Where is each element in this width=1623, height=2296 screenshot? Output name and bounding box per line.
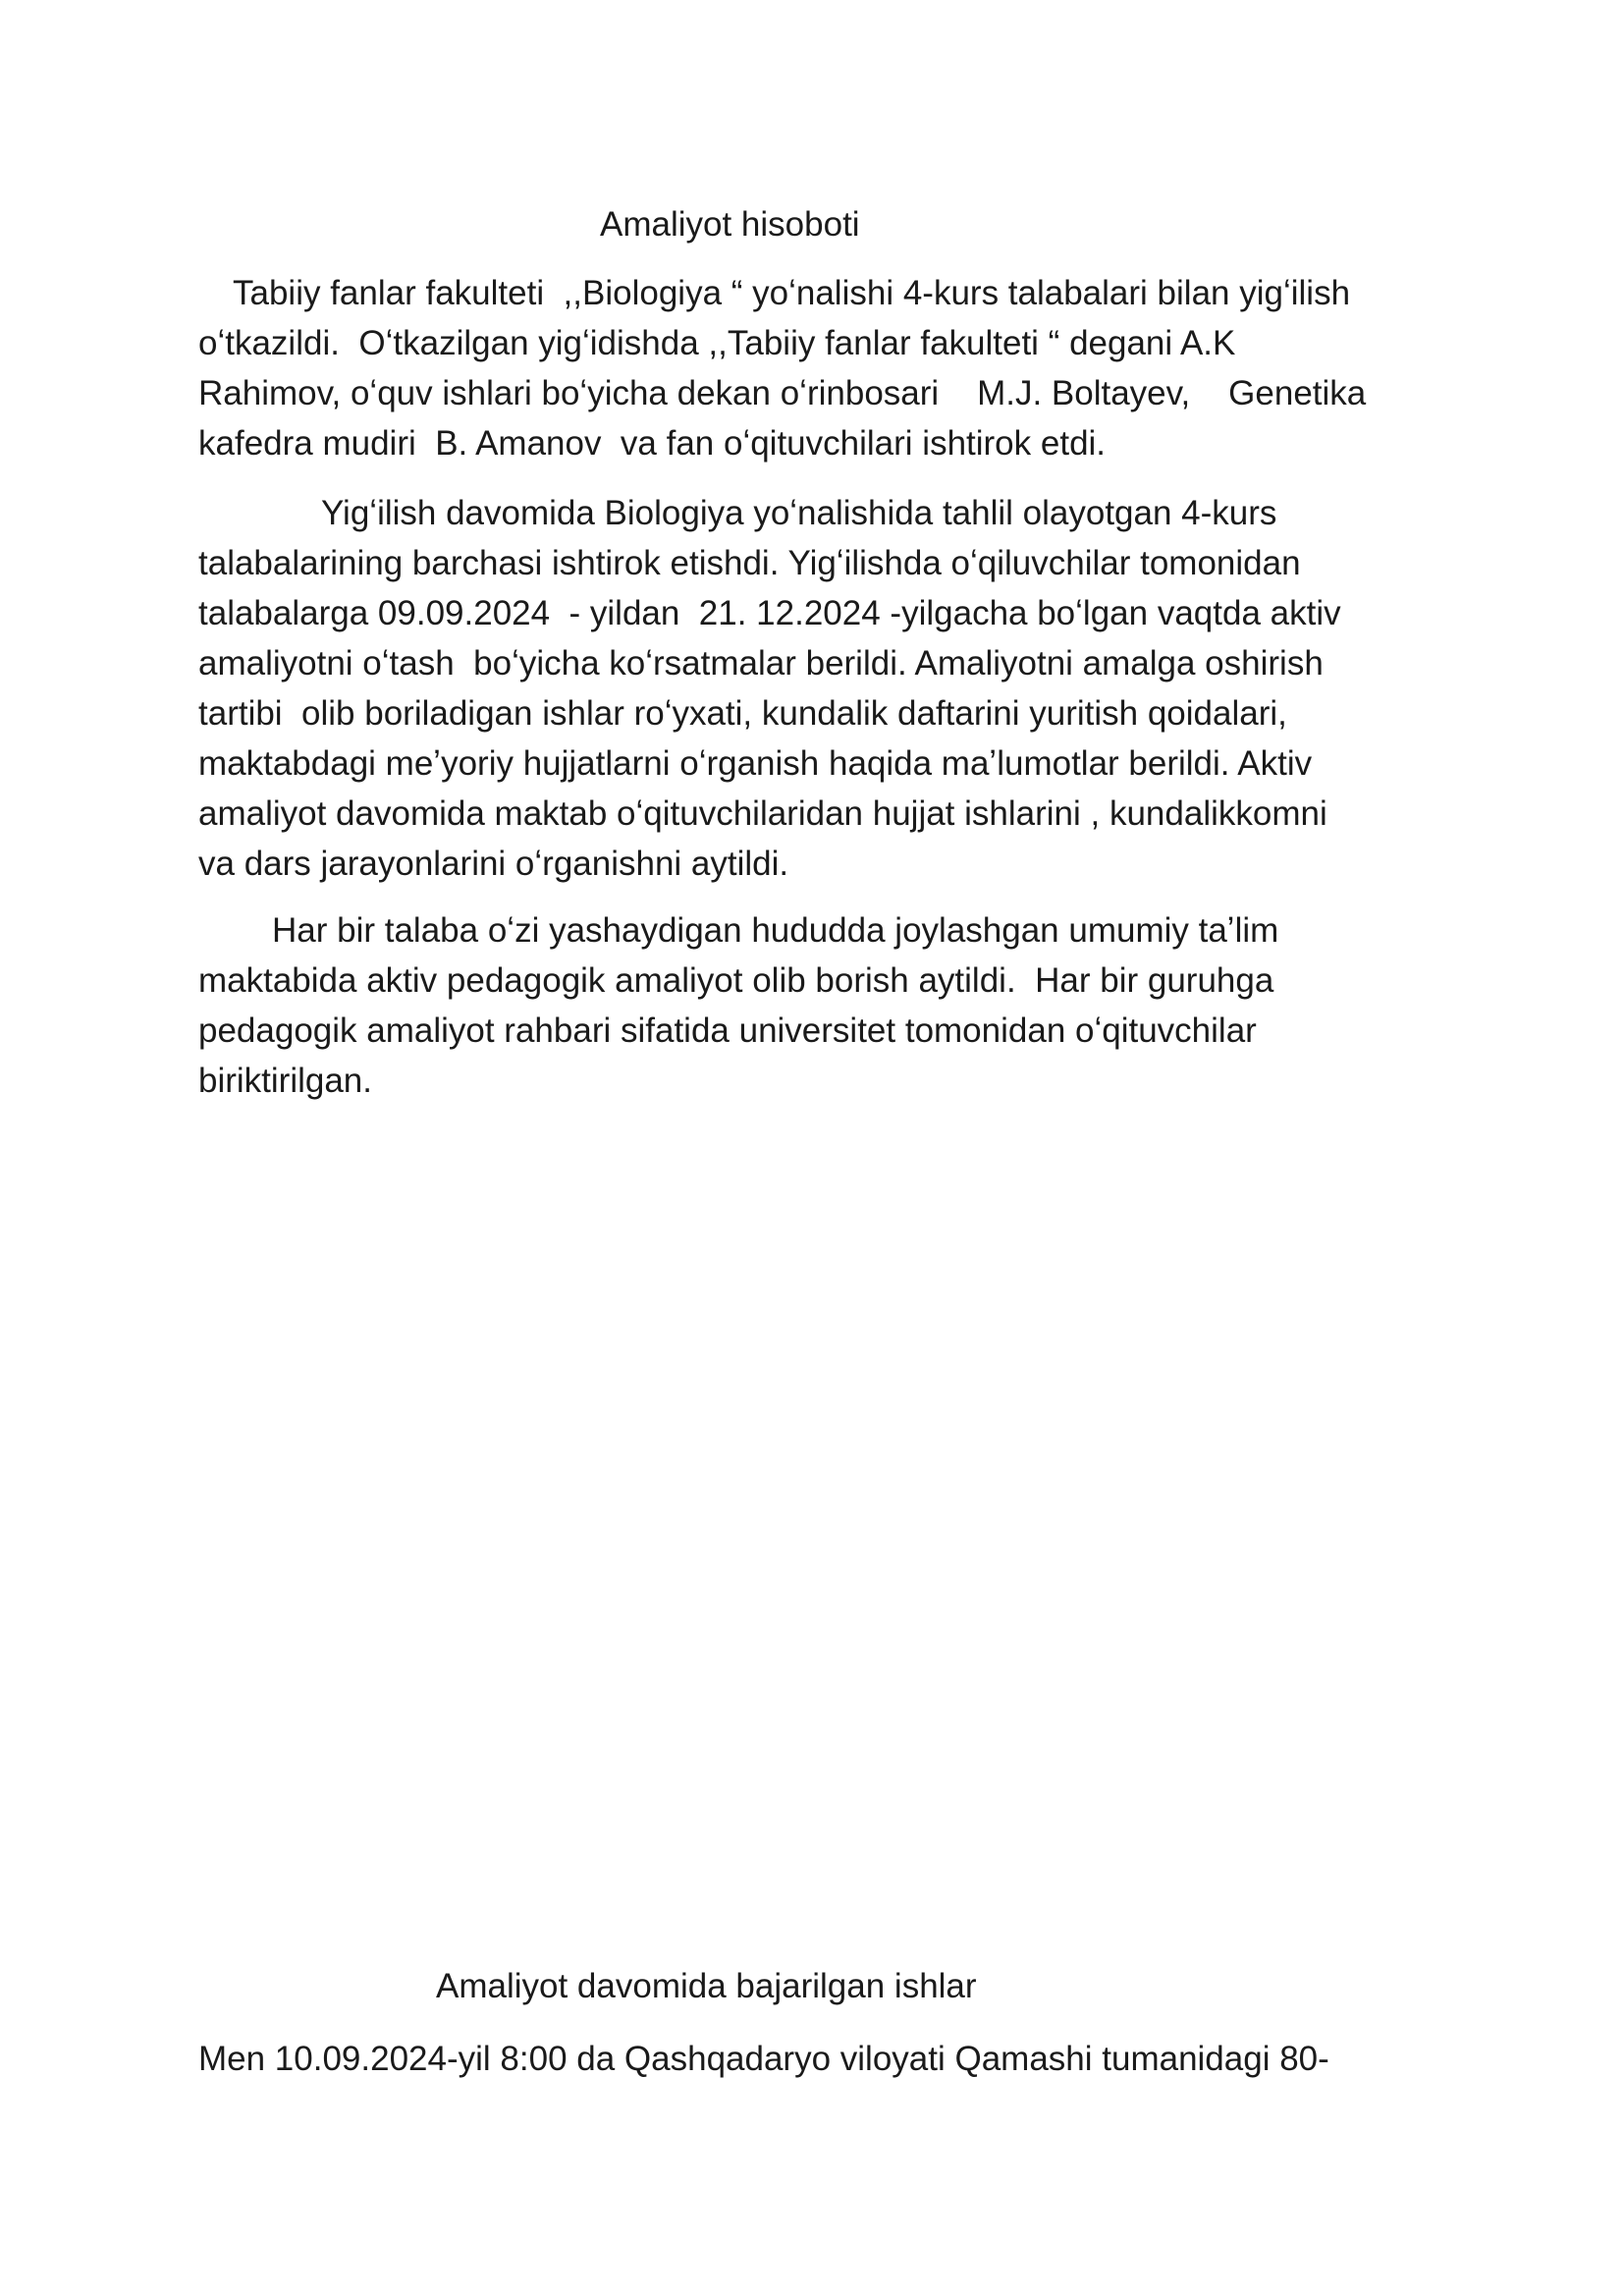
paragraph-2-line: maktabdagi meʼyoriy hujjatlarni oʻrganish haqida maʼlumotlar berildi. Aktiv [198,744,1313,783]
paragraph-3-line: maktabida aktiv pedagogik amaliyot olib borish aytildi. Har bir guruhga [198,961,1274,1000]
paragraph-2-line: va dars jarayonlarini oʻrganishni aytildi. [198,845,789,883]
paragraph-2-line: Yigʻilish davomida Biologiya yoʻnalishida tahlil olayotgan 4-kurs [321,494,1277,532]
document-title: Amaliyot hisoboti [600,205,860,244]
paragraph-2-line: talabalarga 09.09.2024 - yildan 21. 12.2024 -yilgacha boʻlgan vaqtda aktiv [198,594,1341,632]
section-title-completed-work: Amaliyot davomida bajarilgan ishlar [436,1967,977,2005]
paragraph-2-line: tartibi olib boriladigan ishlar roʻyxati, kundalik daftarini yuritish qoidalari, [198,694,1287,733]
paragraph-3-line: biriktirilgan. [198,1062,372,1100]
paragraph-1-line: oʻtkazildi. Oʻtkazilgan yigʻidishda ,,Tabiiy fanlar fakulteti “ degani A.K [198,324,1236,362]
paragraph-2-line: amaliyot davomida maktab oʻqituvchilaridan hujjat ishlarini , kundalikkomni [198,794,1327,833]
paragraph-2-line: amaliyotni oʻtash boʻyicha koʻrsatmalar berildi. Amaliyotni amalga oshirish [198,644,1324,683]
paragraph-1-line: Tabiiy fanlar fakulteti ,,Biologiya “ yoʻnalishi 4-kurs talabalari bilan yigʻilish [233,274,1351,312]
paragraph-3-line: pedagogik amaliyot rahbari sifatida universitet tomonidan oʻqituvchilar [198,1011,1257,1050]
paragraph-1-line: Rahimov, oʻquv ishlari boʻyicha dekan oʻrinbosari M.J. Boltayev, Genetika [198,374,1367,412]
paragraph-1-line: kafedra mudiri B. Amanov va fan oʻqituvchilari ishtirok etdi. [198,424,1107,463]
paragraph-2-line: talabalarining barchasi ishtirok etishdi. Yigʻilishda oʻqiluvchilar tomonidan [198,544,1301,582]
paragraph-3-line: Har bir talaba oʻzi yashaydigan hududda joylashgan umumiy taʼlim [272,911,1279,950]
section-2-line: Men 10.09.2024-yil 8:00 da Qashqadaryo viloyati Qamashi tumanidagi 80- [198,2040,1329,2078]
